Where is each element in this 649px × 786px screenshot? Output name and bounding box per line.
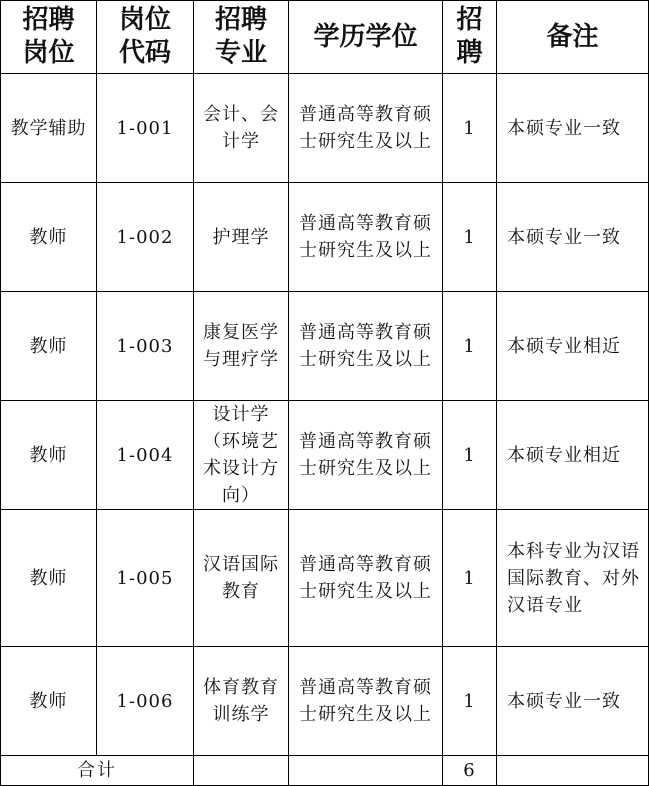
cell-major: 体育教育训练学 — [194, 647, 289, 756]
cell-position: 教师 — [1, 183, 97, 292]
header-remark: 备注 — [497, 1, 649, 74]
cell-degree: 普通高等教育硕士研究生及以上 — [289, 647, 443, 756]
cell-position: 教师 — [1, 401, 97, 510]
cell-count: 1 — [443, 401, 497, 510]
cell-count: 1 — [443, 510, 497, 647]
table-row — [1, 74, 649, 183]
cell-remark: 本科专业为汉语国际教育、对外汉语专业 — [497, 510, 649, 647]
total-empty-degree — [289, 756, 443, 786]
header-degree: 学历学位 — [289, 1, 443, 74]
cell-remark: 本硕专业一致 — [497, 647, 649, 756]
cell-code: 1-001 — [97, 74, 194, 183]
cell-count: 1 — [443, 74, 497, 183]
cell-major: 康复医学与理疗学 — [194, 292, 289, 401]
cell-degree: 普通高等教育硕士研究生及以上 — [289, 292, 443, 401]
header-major: 招聘 专业 — [194, 1, 289, 74]
table-row — [1, 183, 649, 292]
cell-degree: 普通高等教育硕士研究生及以上 — [289, 510, 443, 647]
cell-code: 1-002 — [97, 183, 194, 292]
header-code: 岗位 代码 — [97, 1, 194, 74]
cell-code: 1-005 — [97, 510, 194, 647]
header-count: 招 聘 — [443, 1, 497, 74]
cell-degree: 普通高等教育硕士研究生及以上 — [289, 183, 443, 292]
cell-code: 1-006 — [97, 647, 194, 756]
cell-position: 教师 — [1, 510, 97, 647]
table-row — [1, 292, 649, 401]
total-row — [1, 756, 649, 786]
cell-remark: 本硕专业相近 — [497, 292, 649, 401]
table-row — [1, 647, 649, 756]
cell-code: 1-004 — [97, 401, 194, 510]
cell-remark: 本硕专业一致 — [497, 183, 649, 292]
cell-code: 1-003 — [97, 292, 194, 401]
table-row — [1, 401, 649, 510]
cell-count: 1 — [443, 183, 497, 292]
cell-position: 教学辅助 — [1, 74, 97, 183]
cell-degree: 普通高等教育硕士研究生及以上 — [289, 401, 443, 510]
cell-major: 设计学（环境艺术设计方向） — [194, 401, 289, 510]
cell-degree: 普通高等教育硕士研究生及以上 — [289, 74, 443, 183]
header-row — [1, 1, 649, 74]
total-empty-remark — [497, 756, 649, 786]
total-count: 6 — [443, 756, 497, 786]
cell-count: 1 — [443, 292, 497, 401]
cell-major: 会计、会计学 — [194, 74, 289, 183]
total-empty-major — [194, 756, 289, 786]
cell-count: 1 — [443, 647, 497, 756]
cell-remark: 本硕专业相近 — [497, 401, 649, 510]
cell-position: 教师 — [1, 292, 97, 401]
header-position: 招聘 岗位 — [1, 1, 97, 74]
table-row — [1, 510, 649, 647]
cell-major: 护理学 — [194, 183, 289, 292]
cell-remark: 本硕专业一致 — [497, 74, 649, 183]
cell-position: 教师 — [1, 647, 97, 756]
total-label: 合计 — [1, 756, 194, 786]
cell-major: 汉语国际教育 — [194, 510, 289, 647]
